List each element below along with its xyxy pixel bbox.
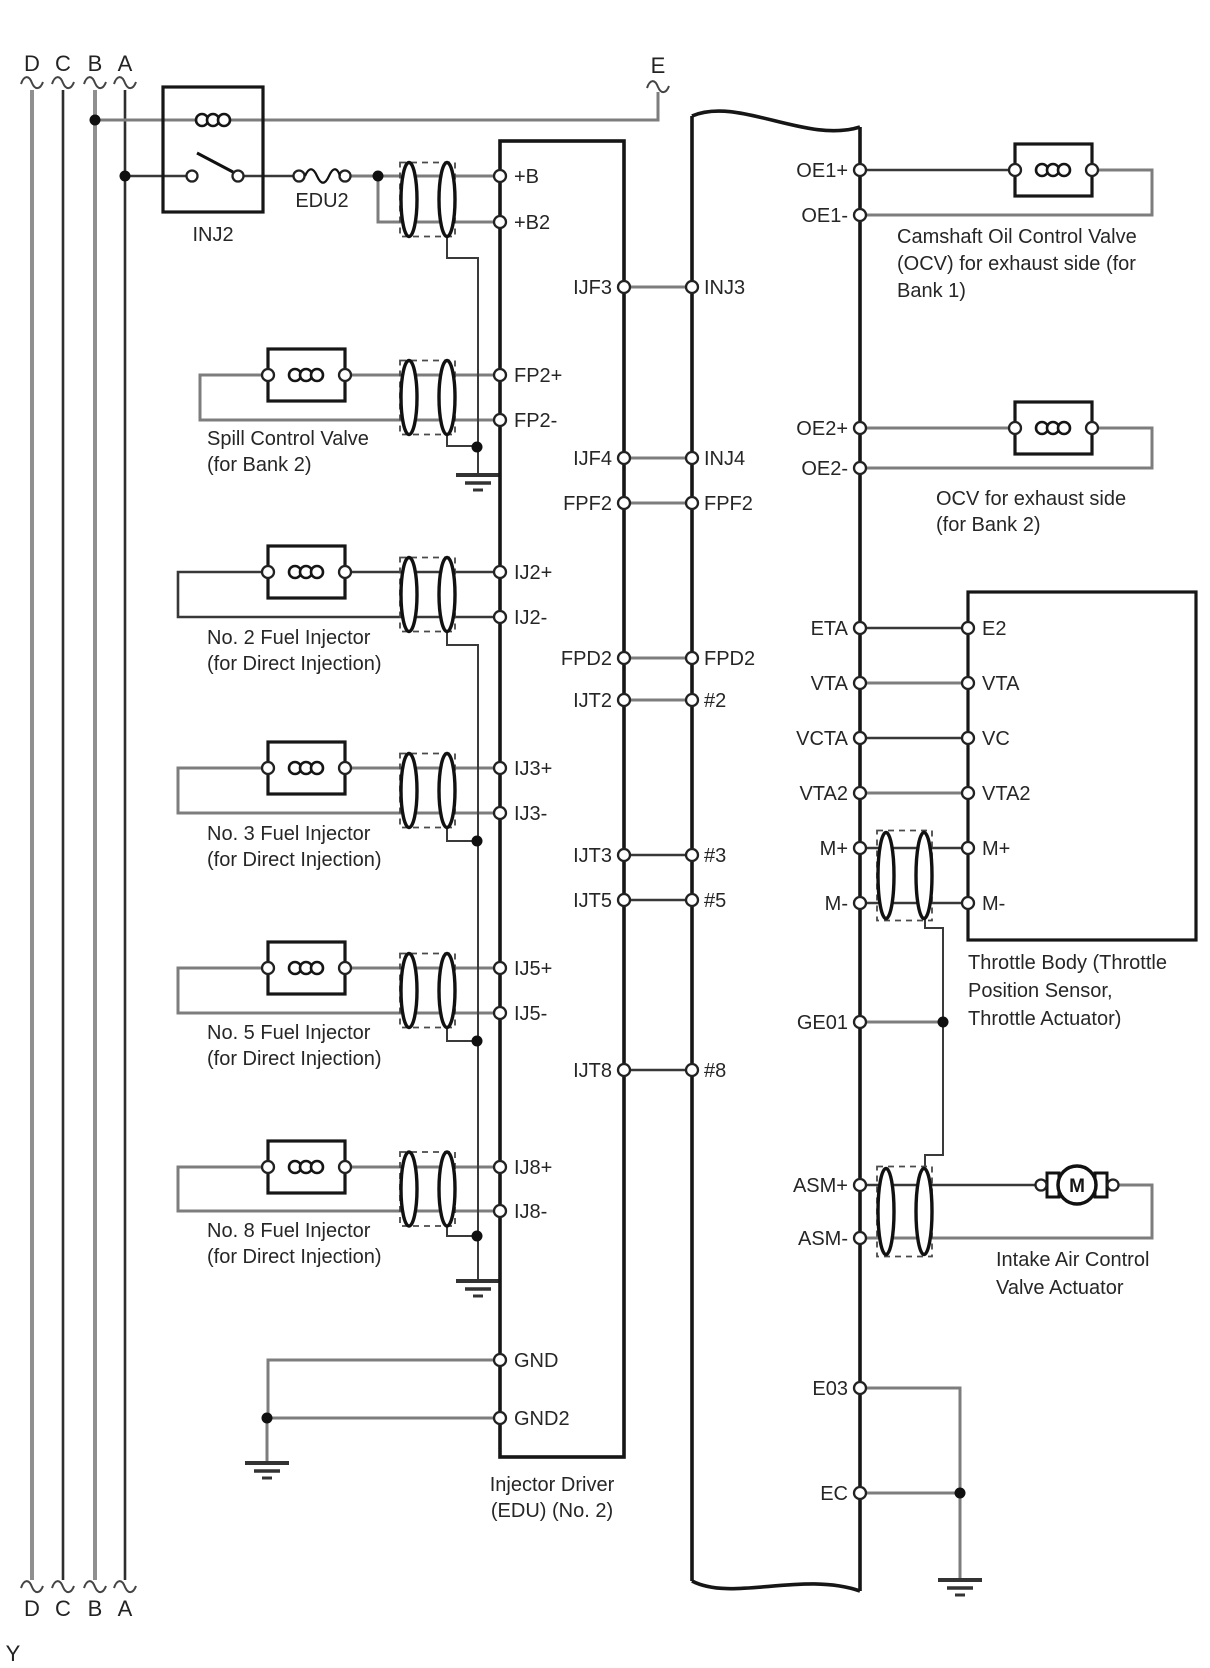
pin-label: M- [824, 893, 848, 915]
wire-oe2-minus [866, 428, 1152, 468]
pin-label: #3 [704, 845, 727, 867]
pin-terminal [962, 622, 974, 634]
pin-terminal [494, 1354, 506, 1366]
pin-terminal [494, 762, 506, 774]
drain-b-shield [447, 236, 478, 473]
edu-outline [500, 141, 624, 1457]
pin-terminal [854, 462, 866, 474]
drain-fp2-shield [447, 434, 476, 446]
drain-ij5-shield [447, 1027, 476, 1041]
pin-terminal [686, 894, 698, 906]
pin-terminal [494, 216, 506, 228]
pin-terminal [494, 611, 506, 623]
pin-terminal [618, 281, 630, 293]
component-label: (for Direct Injection) [207, 1048, 382, 1070]
pin-terminal [854, 422, 866, 434]
page-ref-label: Y [5, 1641, 21, 1666]
pin-label: GE01 [796, 1012, 848, 1034]
junction-dot [472, 836, 483, 847]
pin-terminal [854, 842, 866, 854]
bus-label-top: D [24, 51, 40, 76]
pin-terminal [854, 1487, 866, 1499]
shield-twisted-pair-icon [400, 1152, 455, 1226]
wire-e03 [866, 1388, 960, 1493]
throttle-box [968, 592, 1196, 940]
component-label: No. 2 Fuel Injector [207, 627, 371, 649]
coil-icon [311, 962, 323, 974]
pin-terminal [854, 622, 866, 634]
motor-label: M [1069, 1176, 1085, 1197]
relay-switch-blade [197, 153, 233, 172]
pin-terminal [686, 1064, 698, 1076]
fuse-terminal [340, 171, 351, 182]
pin-label: FP2+ [514, 365, 563, 387]
pin-label: OE1+ [796, 160, 848, 182]
ground-icon [245, 1463, 289, 1478]
pin-terminal [494, 1412, 506, 1424]
junction-dot [472, 442, 483, 453]
wire-asm-minus [866, 1185, 1152, 1238]
pin-label: FP2- [514, 410, 558, 432]
drain-ij3-shield [447, 827, 476, 841]
bus-label-bottom: B [87, 1596, 103, 1621]
junction-dot [472, 1036, 483, 1047]
component-label: Throttle Body (Throttle [968, 952, 1167, 974]
pin-label: IJ5- [514, 1003, 548, 1025]
pin-label: GND2 [514, 1408, 570, 1430]
pin-terminal [494, 1205, 506, 1217]
pin-label: IJ8- [514, 1201, 548, 1223]
bus-lines [6, 51, 136, 1666]
pin-label: ETA [810, 618, 848, 640]
pin-terminal [618, 694, 630, 706]
component-label: Spill Control Valve [207, 428, 369, 450]
pin-label: VC [982, 728, 1010, 750]
wire-branch-plus-b2 [378, 176, 494, 222]
pin-terminal [854, 677, 866, 689]
component-injector-3 [207, 742, 382, 871]
pin-label: IJF3 [573, 277, 612, 299]
junction-dot [262, 1413, 273, 1424]
shield-twisted-pair-icon [400, 163, 455, 237]
pin-terminal [339, 762, 351, 774]
ground-icon [456, 475, 500, 490]
shield-twisted-pair-icon [400, 954, 455, 1028]
bus-label-top: C [55, 51, 71, 76]
pin-label: IJT2 [573, 690, 612, 712]
relay-inj2 [163, 87, 263, 246]
pin-terminal [618, 894, 630, 906]
component-label: Valve Actuator [996, 1277, 1124, 1299]
shield-twisted-pair-icon [877, 1167, 932, 1257]
ground-icon [938, 1580, 982, 1595]
edu-title: (EDU) (No. 2) [490, 1500, 614, 1522]
component-label: OCV for exhaust side [936, 488, 1127, 510]
pin-label: IJ5+ [514, 958, 553, 980]
bus-label-bottom: D [24, 1596, 40, 1621]
component-label: No. 8 Fuel Injector [207, 1220, 371, 1242]
pin-terminal [686, 452, 698, 464]
component-label: (for Bank 2) [207, 454, 312, 476]
coil-icon [1058, 164, 1070, 176]
relay-box [163, 87, 263, 212]
pin-label: GND [514, 1350, 559, 1372]
pin-terminal [854, 1382, 866, 1394]
pin-label: EC [820, 1483, 848, 1505]
fuse-terminal [294, 171, 305, 182]
edu-title: Injector Driver [489, 1474, 615, 1496]
pin-label: FPD2 [704, 648, 756, 670]
pin-terminal [494, 1007, 506, 1019]
component-label: Bank 1) [897, 280, 966, 302]
pin-label: OE2- [801, 458, 848, 480]
pin-label: OE2+ [796, 418, 848, 440]
coil-icon [1058, 422, 1070, 434]
pin-label: VCTA [796, 728, 848, 750]
connector-e-label: E [650, 53, 666, 78]
pin-terminal [686, 652, 698, 664]
wire-break-icon [114, 1581, 136, 1592]
pin-label: IJ3+ [514, 758, 553, 780]
pin-terminal [339, 962, 351, 974]
component-label: (for Direct Injection) [207, 1246, 382, 1268]
component-injector-5 [207, 942, 382, 1070]
pin-terminal [686, 497, 698, 509]
pin-terminal [262, 566, 274, 578]
wire-oe1-minus [866, 170, 1152, 215]
pin-label: E2 [982, 618, 1007, 640]
pin-label: IJ8+ [514, 1157, 553, 1179]
pin-label: IJ2- [514, 607, 548, 629]
pin-label: #8 [704, 1060, 727, 1082]
pin-label: IJT5 [573, 890, 612, 912]
shield-twisted-pair-icon [400, 558, 455, 632]
pin-terminal [339, 566, 351, 578]
pin-label: E03 [812, 1378, 848, 1400]
pin-terminal [494, 369, 506, 381]
ecm-top-edge [692, 111, 860, 131]
bus-label-bottom: C [55, 1596, 71, 1621]
wire-break-icon [21, 77, 43, 88]
fuse-icon [305, 169, 340, 183]
pin-terminal [854, 1232, 866, 1244]
relay-label: INJ2 [192, 224, 234, 246]
pin-label: IJT8 [573, 1060, 612, 1082]
pin-terminal [854, 209, 866, 221]
pin-terminal [962, 677, 974, 689]
component-label: No. 3 Fuel Injector [207, 823, 371, 845]
component-label: (OCV) for exhaust side (for [897, 253, 1136, 275]
shield-twisted-pair-icon [400, 754, 455, 828]
junction-dot [90, 115, 101, 126]
wire-ec [866, 1493, 960, 1578]
pin-terminal [1108, 1180, 1119, 1191]
pin-terminal [494, 807, 506, 819]
pin-label: FPD2 [560, 648, 612, 670]
pin-terminal [262, 369, 274, 381]
pin-label: VTA [982, 673, 1020, 695]
junction-dot [472, 1231, 483, 1242]
wire-break-icon [21, 1581, 43, 1592]
bus-label-top: A [117, 51, 133, 76]
pin-terminal [686, 849, 698, 861]
bus-label-bottom: A [117, 1596, 133, 1621]
pin-terminal [262, 962, 274, 974]
fuse-edu2 [294, 169, 351, 212]
pin-terminal [854, 164, 866, 176]
wire-break-icon [52, 77, 74, 88]
pin-terminal [962, 787, 974, 799]
wire-relay-coil-to-e [95, 92, 658, 120]
pin-terminal [854, 787, 866, 799]
pin-label: #2 [704, 690, 727, 712]
drain-throttle-to-asm [925, 919, 943, 1166]
component-label: No. 5 Fuel Injector [207, 1022, 371, 1044]
pin-terminal [1086, 164, 1098, 176]
junction-dot [120, 171, 131, 182]
wire-break-icon [647, 81, 669, 92]
pin-label: IJT3 [573, 845, 612, 867]
pin-label: M+ [982, 838, 1011, 860]
pin-terminal [618, 652, 630, 664]
ecm-box [686, 111, 866, 1591]
pin-terminal [339, 369, 351, 381]
pin-terminal [854, 732, 866, 744]
pin-label: INJ3 [704, 277, 746, 299]
pin-label: +B [514, 166, 540, 188]
component-label: Throttle Actuator) [968, 1008, 1122, 1030]
pin-terminal [618, 452, 630, 464]
pin-label: VTA2 [799, 783, 848, 805]
pin-terminal [1086, 422, 1098, 434]
pin-label: IJF4 [573, 448, 612, 470]
bus-label-top: B [87, 51, 103, 76]
component-label: (for Direct Injection) [207, 653, 382, 675]
pin-label: +B2 [514, 212, 551, 234]
component-label: (for Bank 2) [936, 514, 1041, 536]
junction-dot [955, 1488, 966, 1499]
pin-terminal [618, 1064, 630, 1076]
pin-terminal [262, 762, 274, 774]
pin-terminal [339, 1161, 351, 1173]
component-label: Position Sensor, [968, 980, 1113, 1002]
ecm-bottom-edge [692, 1581, 860, 1591]
pin-terminal [1009, 164, 1021, 176]
pin-label: ASM- [798, 1228, 848, 1250]
junction-dot [938, 1017, 949, 1028]
pin-terminal [962, 842, 974, 854]
fuse-label: EDU2 [295, 190, 349, 212]
shield-twisted-pair-icon [400, 361, 455, 435]
pin-label: M- [982, 893, 1006, 915]
coil-icon [311, 1161, 323, 1173]
wire-gnd2 [267, 1418, 494, 1461]
pin-label: FPF2 [563, 493, 612, 515]
wire-break-icon [52, 1581, 74, 1592]
pin-terminal [962, 732, 974, 744]
pin-terminal [686, 694, 698, 706]
coil-icon [311, 566, 323, 578]
component-label: Camshaft Oil Control Valve [897, 226, 1137, 248]
coil-icon [311, 369, 323, 381]
pin-terminal [494, 566, 506, 578]
component-label: Intake Air Control [996, 1249, 1150, 1271]
pin-label: VTA [810, 673, 848, 695]
component-ocv-bank1 [897, 144, 1137, 302]
coil-icon [311, 762, 323, 774]
pin-terminal [494, 170, 506, 182]
pin-label: OE1- [801, 205, 848, 227]
component-label: (for Direct Injection) [207, 849, 382, 871]
wire-break-icon [84, 77, 106, 88]
pin-terminal [494, 1161, 506, 1173]
pin-terminal [618, 849, 630, 861]
pin-terminal [494, 962, 506, 974]
pin-terminal [854, 1179, 866, 1191]
pin-terminal [1009, 422, 1021, 434]
component-injector-2 [207, 546, 382, 675]
pin-label: FPF2 [704, 493, 753, 515]
component-throttle-body [962, 592, 1196, 1030]
component-spill-valve [207, 349, 369, 476]
shield-twisted-pair-icon [877, 831, 932, 921]
pin-label: IJ2+ [514, 562, 553, 584]
relay-contact [187, 171, 198, 182]
pin-terminal [854, 1016, 866, 1028]
pin-terminal [854, 897, 866, 909]
pin-terminal [1036, 1180, 1047, 1191]
edu-box [490, 141, 630, 1522]
pin-terminal [962, 897, 974, 909]
pin-label: VTA2 [982, 783, 1031, 805]
pin-label: IJ3- [514, 803, 548, 825]
pin-terminal [618, 497, 630, 509]
pin-label: #5 [704, 890, 727, 912]
component-injector-8 [207, 1141, 382, 1268]
ground-icon [456, 1281, 500, 1296]
pin-label: INJ4 [704, 448, 746, 470]
pin-terminal [494, 414, 506, 426]
pin-label: ASM+ [792, 1175, 848, 1197]
pin-terminal [686, 281, 698, 293]
pin-terminal [262, 1161, 274, 1173]
junction-dot [373, 171, 384, 182]
coil-icon [218, 114, 230, 126]
wire-gnd [268, 1360, 494, 1418]
wire-break-icon [84, 1581, 106, 1592]
wire-break-icon [114, 77, 136, 88]
relay-contact [233, 171, 244, 182]
pin-label: M+ [819, 838, 848, 860]
